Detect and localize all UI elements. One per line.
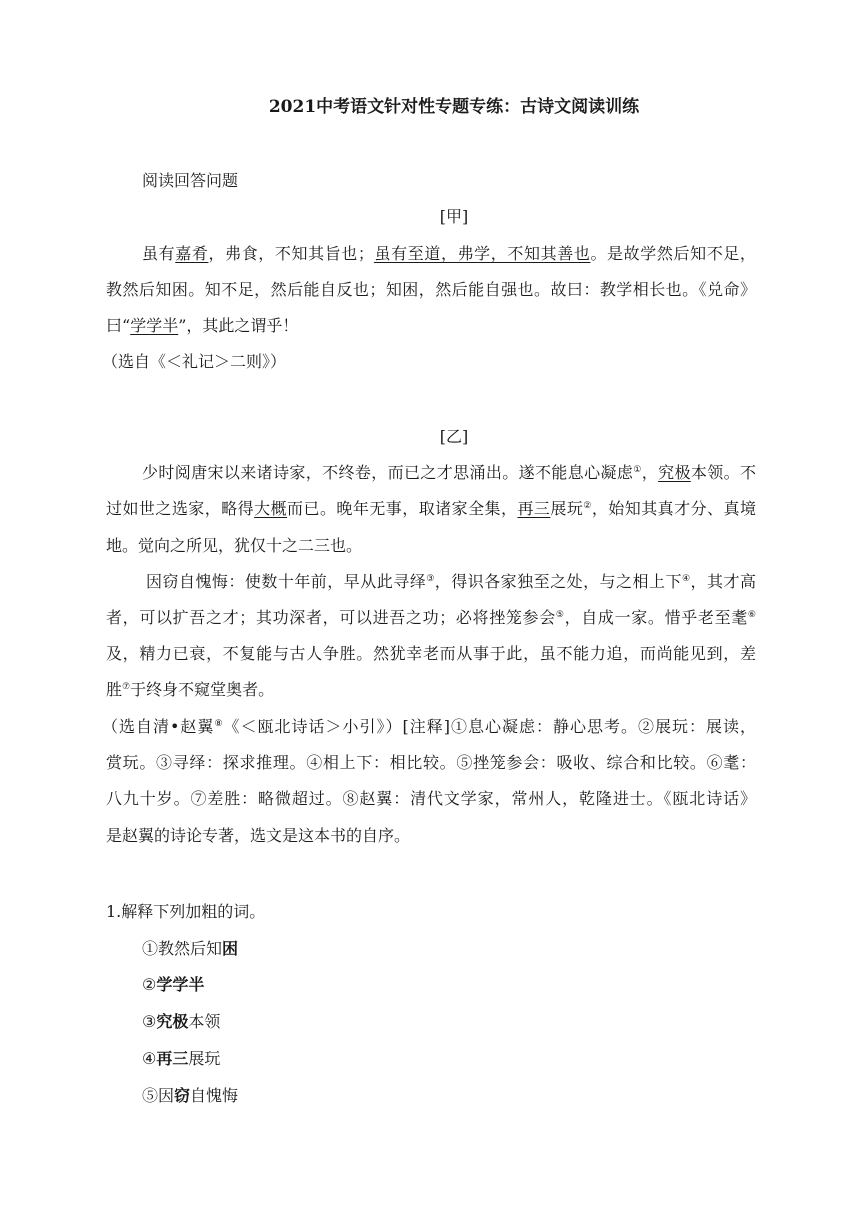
yi-note-line-4: 是赵翼的诗论专著，选文是这本书的自序。 — [106, 826, 411, 845]
yi-note-line-1: （选自清•赵翼⑧《＜瓯北诗话＞小引》）[注释]①息心凝虑：静心思考。②展玩：展读， — [102, 717, 756, 736]
yi-note-line-3: 八九十岁。⑦差胜：略微超过。⑧赵翼：清代文学家，常州人，乾隆进士。《瓯北诗话》 — [106, 789, 756, 808]
question-item-5: ⑤因窃自愧悔 — [142, 1086, 239, 1105]
yi-p2-line-2: 者，可以扩吾之才；其功深者，可以进吾之功；必将挫笼参会⑤，自成一家。惜乎老至耄⑥ — [106, 608, 756, 627]
yi-p2-line-3: 及，精力已衰，不复能与古人争胜。然犹幸老而从事于此，虽不能力追，而尚能见到，差 — [106, 644, 756, 663]
jia-line-1: 虽有嘉肴，弗食，不知其旨也；虽有至道，弗学，不知其善也。是故学然后知不足， — [142, 244, 756, 263]
yi-p1-line-2: 过如世之选家，略得大概而已。晚年无事，取诸家全集，再三展玩②，始知其真才分、真境 — [106, 499, 756, 518]
section-yi-label: [乙] — [439, 427, 469, 446]
jia-line-3: 曰“学学半”，其此之谓乎！ — [106, 316, 299, 335]
jia-source: （选自《＜礼记＞二则》） — [102, 352, 287, 371]
document-title: 2021中考语文针对性专题专练：古诗文阅读训练 — [268, 97, 640, 117]
yi-p2-line-1: 因窃自愧悔：使数十年前，早从此寻绎③，得识各家独至之处，与之相上下④，其才高 — [146, 572, 756, 591]
question-item-3: ③究极本领 — [142, 1012, 221, 1031]
yi-note-line-2: 赏玩。③寻绎：探求推理。④相上下：相比较。⑤挫笼参会：吸收、综合和比较。⑥耄： — [106, 753, 756, 772]
yi-p1-line-1: 少时阅唐宋以来诸诗家，不终卷，而已之才思涌出。遂不能息心凝虑①，究极本领。不 — [142, 463, 756, 482]
question-item-4: ④再三展玩 — [142, 1049, 221, 1068]
intro-text: 阅读回答问题 — [142, 171, 239, 190]
question-stem: 1.解释下列加粗的词。 — [106, 902, 266, 921]
question-item-2: ②学学半 — [142, 975, 205, 994]
question-item-1: ①教然后知困 — [142, 939, 239, 958]
jia-line-2: 教然后知困。知不足，然后能自反也；知困，然后能自强也。故曰：教学相长也。《兑命》 — [106, 280, 756, 299]
yi-p2-line-4: 胜⑦于终身不窥堂奥者。 — [106, 680, 275, 699]
yi-p1-line-3: 地。觉向之所见，犹仅十之二三也。 — [106, 536, 363, 555]
section-jia-label: [甲] — [439, 207, 469, 226]
